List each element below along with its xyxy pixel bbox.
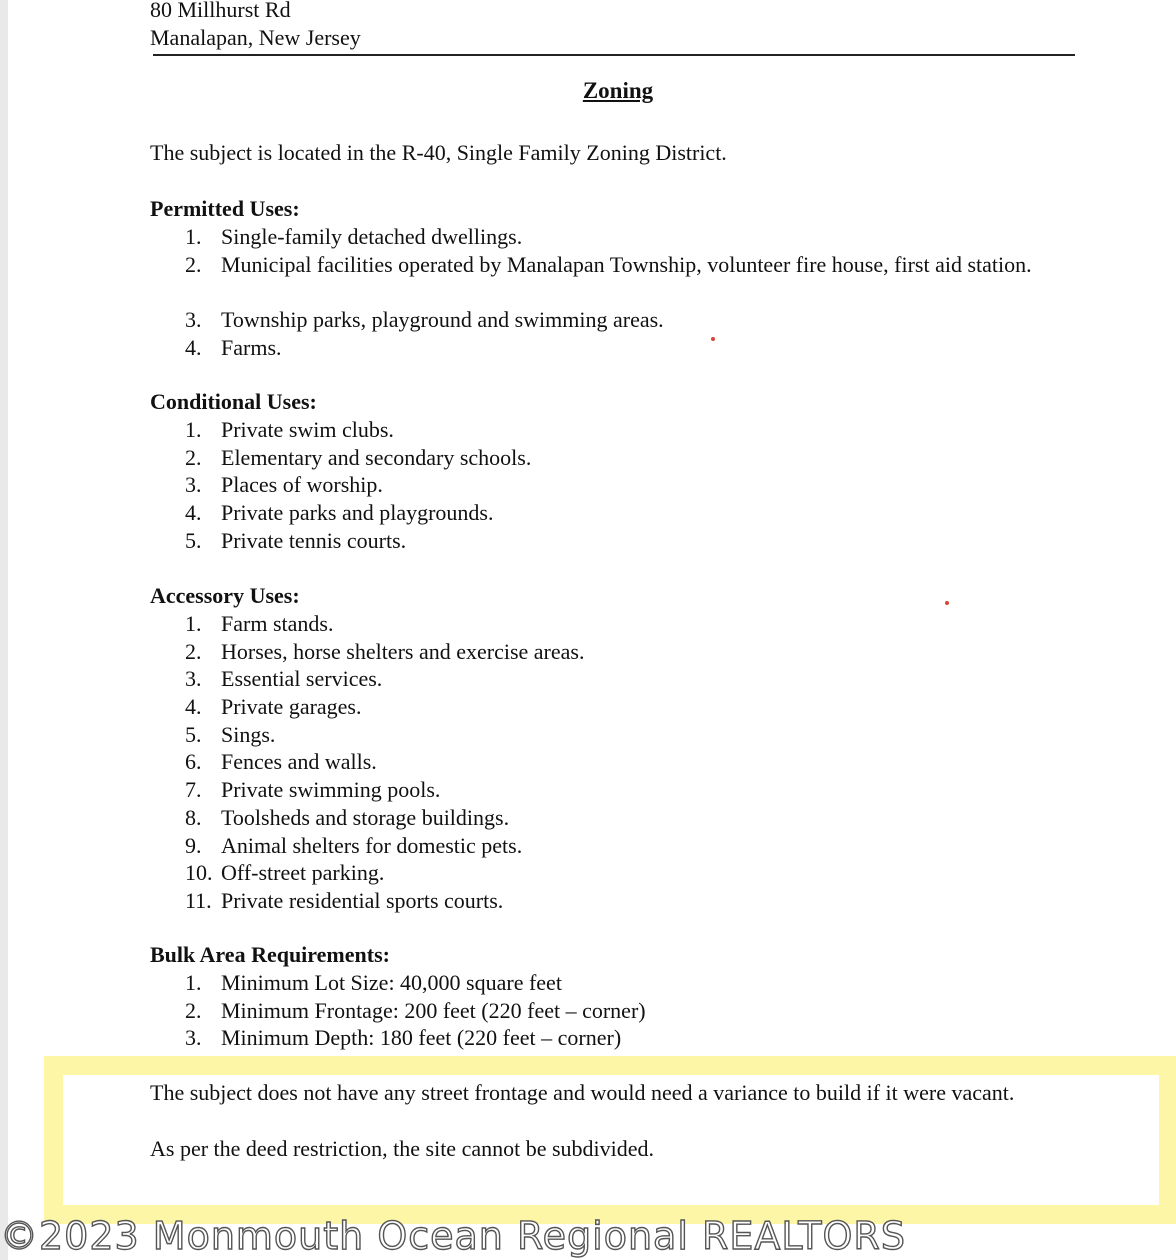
list-item-number: 1. bbox=[185, 611, 202, 636]
header-divider bbox=[153, 54, 1075, 56]
list-item-text: Places of worship. bbox=[221, 472, 383, 498]
list-item-number: 3. bbox=[185, 666, 202, 692]
annotation-dot bbox=[711, 337, 715, 341]
accessory-uses-heading: Accessory Uses: bbox=[150, 583, 300, 608]
list-item-number: 1. bbox=[185, 417, 202, 442]
list-item-number: 3. bbox=[185, 472, 202, 498]
list-item-text: Essential services. bbox=[221, 666, 383, 692]
list-item-text: Minimum Frontage: 200 feet (220 feet – corner) bbox=[221, 997, 646, 1023]
list-item-number: 2. bbox=[185, 444, 202, 470]
list-item-number: 4. bbox=[185, 334, 202, 360]
list-item-text: Farms. bbox=[221, 334, 282, 360]
deed-restriction-note: As per the deed restriction, the site cannot be subdivided. bbox=[150, 1136, 655, 1161]
list-item-text: Private garages. bbox=[221, 694, 362, 720]
list-item-number: 6. bbox=[185, 749, 202, 775]
copyright-watermark: ©2023 Monmouth Ocean Regional REALTORS bbox=[0, 1214, 906, 1258]
list-item-text: Private residential sports courts. bbox=[221, 887, 504, 913]
list-item-number: 8. bbox=[185, 804, 202, 830]
list-item-text: Sings. bbox=[221, 721, 276, 747]
conditional-uses-heading: Conditional Uses: bbox=[150, 389, 317, 414]
list-item-text: Minimum Lot Size: 40,000 square feet bbox=[221, 970, 562, 995]
list-item-text: Private swimming pools. bbox=[221, 777, 441, 803]
list-item-number: 2. bbox=[185, 997, 202, 1023]
list-item-text: Animal shelters for domestic pets. bbox=[221, 832, 523, 858]
address-line-street: 80 Millhurst Rd bbox=[150, 0, 291, 22]
list-item-text: Fences and walls. bbox=[221, 749, 377, 775]
list-item-text: Farm stands. bbox=[221, 611, 334, 636]
list-item-number: 3. bbox=[185, 1025, 202, 1051]
list-item-number: 4. bbox=[185, 694, 202, 720]
list-item-number: 4. bbox=[185, 500, 202, 526]
list-item-text: Minimum Depth: 180 feet (220 feet – corner) bbox=[221, 1025, 622, 1051]
list-item-number: 10. bbox=[185, 860, 213, 886]
list-item-text: Private tennis courts. bbox=[221, 527, 407, 553]
list-item-text: Single-family detached dwellings. bbox=[221, 224, 523, 249]
list-item-number: 2. bbox=[185, 251, 202, 277]
list-item-number: 3. bbox=[185, 307, 202, 333]
intro-paragraph: The subject is located in the R-40, Single Family Zoning District. bbox=[150, 140, 727, 165]
list-item-text: Private swim clubs. bbox=[221, 417, 394, 442]
page-edge bbox=[0, 0, 8, 1260]
list-item-text: Elementary and secondary schools. bbox=[221, 444, 532, 470]
list-item-number: 7. bbox=[185, 777, 202, 803]
list-item-number: 2. bbox=[185, 638, 202, 664]
list-item-text: Horses, horse shelters and exercise areas. bbox=[221, 638, 585, 664]
list-item-text: Municipal facilities operated by Manalapan Township, volunteer fire house, first aid station. bbox=[221, 251, 1032, 277]
list-item-text: Toolsheds and storage buildings. bbox=[221, 804, 510, 830]
bulk-area-heading: Bulk Area Requirements: bbox=[150, 942, 390, 967]
list-item-text: Private parks and playgrounds. bbox=[221, 500, 494, 526]
list-item-number: 1. bbox=[185, 970, 202, 995]
list-item-number: 5. bbox=[185, 721, 202, 747]
list-item-number: 1. bbox=[185, 224, 202, 249]
list-item-number: 5. bbox=[185, 527, 202, 553]
list-item-text: Township parks, playground and swimming areas. bbox=[221, 307, 664, 333]
page-title: Zoning bbox=[582, 78, 654, 103]
annotation-dot bbox=[945, 601, 949, 605]
list-item-number: 11. bbox=[185, 887, 212, 913]
list-item-number: 9. bbox=[185, 832, 202, 858]
list-item-text: Off-street parking. bbox=[221, 860, 385, 886]
frontage-note: The subject does not have any street frontage and would need a variance to build if it were vacant. bbox=[150, 1080, 1015, 1105]
address-line-city: Manalapan, New Jersey bbox=[150, 25, 361, 50]
permitted-uses-heading: Permitted Uses: bbox=[150, 196, 300, 221]
